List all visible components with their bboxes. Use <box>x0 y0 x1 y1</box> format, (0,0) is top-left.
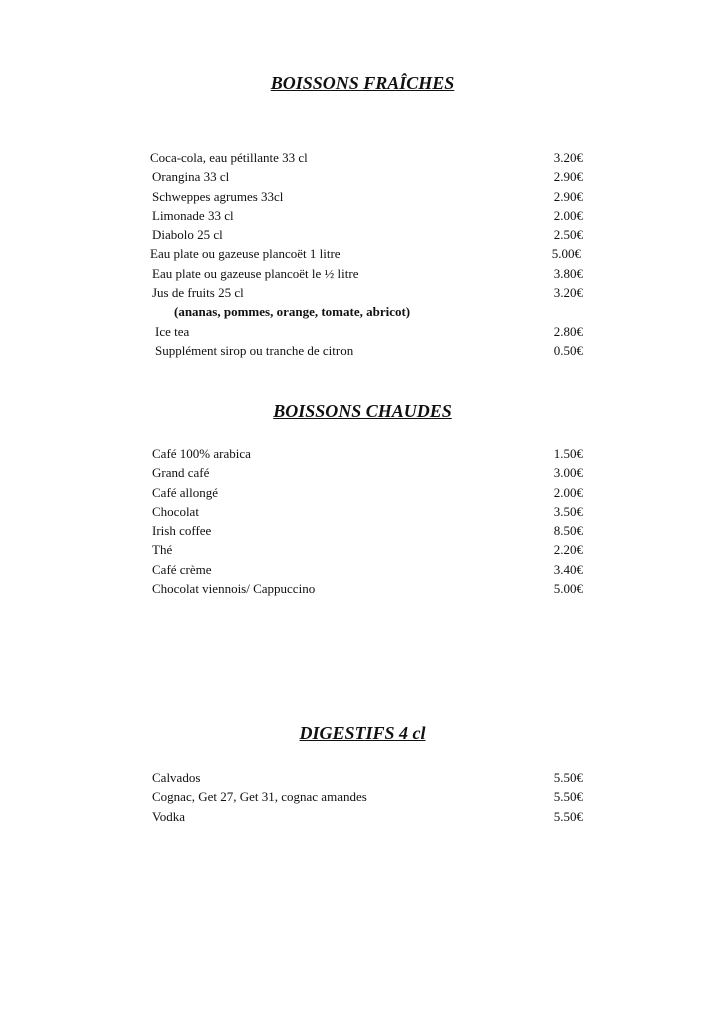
item-price: 3.40€ <box>553 561 583 577</box>
item-name: Café 100% arabica <box>152 446 251 461</box>
menu-list-boissons-chaudes <box>0 444 725 598</box>
item-name: Orangina 33 cl <box>152 169 230 185</box>
item-name: Calvados <box>152 770 201 785</box>
menu-item-note <box>0 302 725 321</box>
item-price: 3.20€ <box>553 285 583 301</box>
menu-item <box>0 560 725 579</box>
item-name: Chocolat viennois/ Cappuccino <box>152 581 316 597</box>
item-name: Café crème <box>152 561 212 577</box>
item-name: Café allongé <box>152 484 219 500</box>
item-name: Eau plate ou gazeuse plancoët le ½ litre <box>152 265 359 281</box>
menu-item <box>0 483 725 502</box>
item-name: Cognac, Get 27, Get 31, cognac amandes <box>152 789 367 805</box>
item-price: 3.50€ <box>553 503 583 519</box>
menu-item <box>0 768 725 787</box>
item-price: 2.90€ <box>553 169 583 185</box>
menu-item <box>0 807 725 826</box>
item-price: 8.50€ <box>553 523 583 539</box>
item-name: Limonade 33 cl <box>152 207 234 223</box>
menu-item <box>0 187 725 206</box>
menu-item <box>0 787 725 806</box>
item-price: 2.20€ <box>553 542 583 558</box>
item-name: Irish coffee <box>152 523 212 539</box>
item-name: Thé <box>152 542 173 558</box>
item-name: Coca-cola, eau pétillante 33 cl <box>150 150 308 165</box>
section-title-digestifs: DIGESTIFS 4 cl <box>299 723 426 743</box>
menu-item <box>0 579 725 598</box>
menu-item <box>0 225 725 244</box>
menu-item <box>0 502 725 521</box>
item-name: Grand café <box>152 465 210 481</box>
item-price: 5.50€ <box>553 770 583 785</box>
item-price: 2.50€ <box>553 227 583 243</box>
item-price: 5.50€ <box>553 808 583 824</box>
menu-item <box>0 283 725 302</box>
item-name: Eau plate ou gazeuse plancoët 1 litre <box>150 246 341 262</box>
menu-item <box>0 322 725 341</box>
menu-item <box>0 521 725 540</box>
item-price: 5.00€ <box>551 246 581 262</box>
item-price: 3.00€ <box>553 465 583 481</box>
menu-item <box>0 444 725 463</box>
item-price: 2.80€ <box>553 323 583 339</box>
menu-item <box>0 463 725 482</box>
item-price: 2.90€ <box>553 188 583 204</box>
menu-item <box>0 167 725 186</box>
item-name: Diabolo 25 cl <box>152 227 223 243</box>
menu-list-boissons-fraiches <box>0 148 725 360</box>
item-name: Chocolat <box>152 503 199 519</box>
section-title-boissons-chaudes: BOISSONS CHAUDES <box>273 401 452 421</box>
menu-list-digestifs <box>0 768 725 826</box>
item-price: 3.80€ <box>553 265 583 281</box>
item-price: 5.00€ <box>553 581 583 597</box>
menu-item <box>0 341 725 360</box>
menu-item <box>0 206 725 225</box>
menu-item <box>0 264 725 283</box>
item-price: 2.00€ <box>553 484 583 500</box>
item-price: 1.50€ <box>553 446 583 461</box>
item-name: Vodka <box>152 808 185 824</box>
item-name: Jus de fruits 25 cl <box>152 285 244 301</box>
item-name: Supplément sirop ou tranche de citron <box>155 342 354 358</box>
section-title-boissons-fraiches: BOISSONS FRAÎCHES <box>270 73 455 93</box>
item-note: (ananas, pommes, orange, tomate, abricot) <box>174 304 411 320</box>
item-price: 5.50€ <box>553 789 583 805</box>
item-name: Ice tea <box>155 323 190 339</box>
item-price: 0.50€ <box>553 342 583 358</box>
item-name: Schweppes agrumes 33cl <box>152 188 284 204</box>
item-price: 2.00€ <box>553 207 583 223</box>
menu-item <box>0 540 725 559</box>
menu-item <box>0 148 725 167</box>
menu-item <box>0 244 725 263</box>
item-price: 3.20€ <box>553 150 583 165</box>
